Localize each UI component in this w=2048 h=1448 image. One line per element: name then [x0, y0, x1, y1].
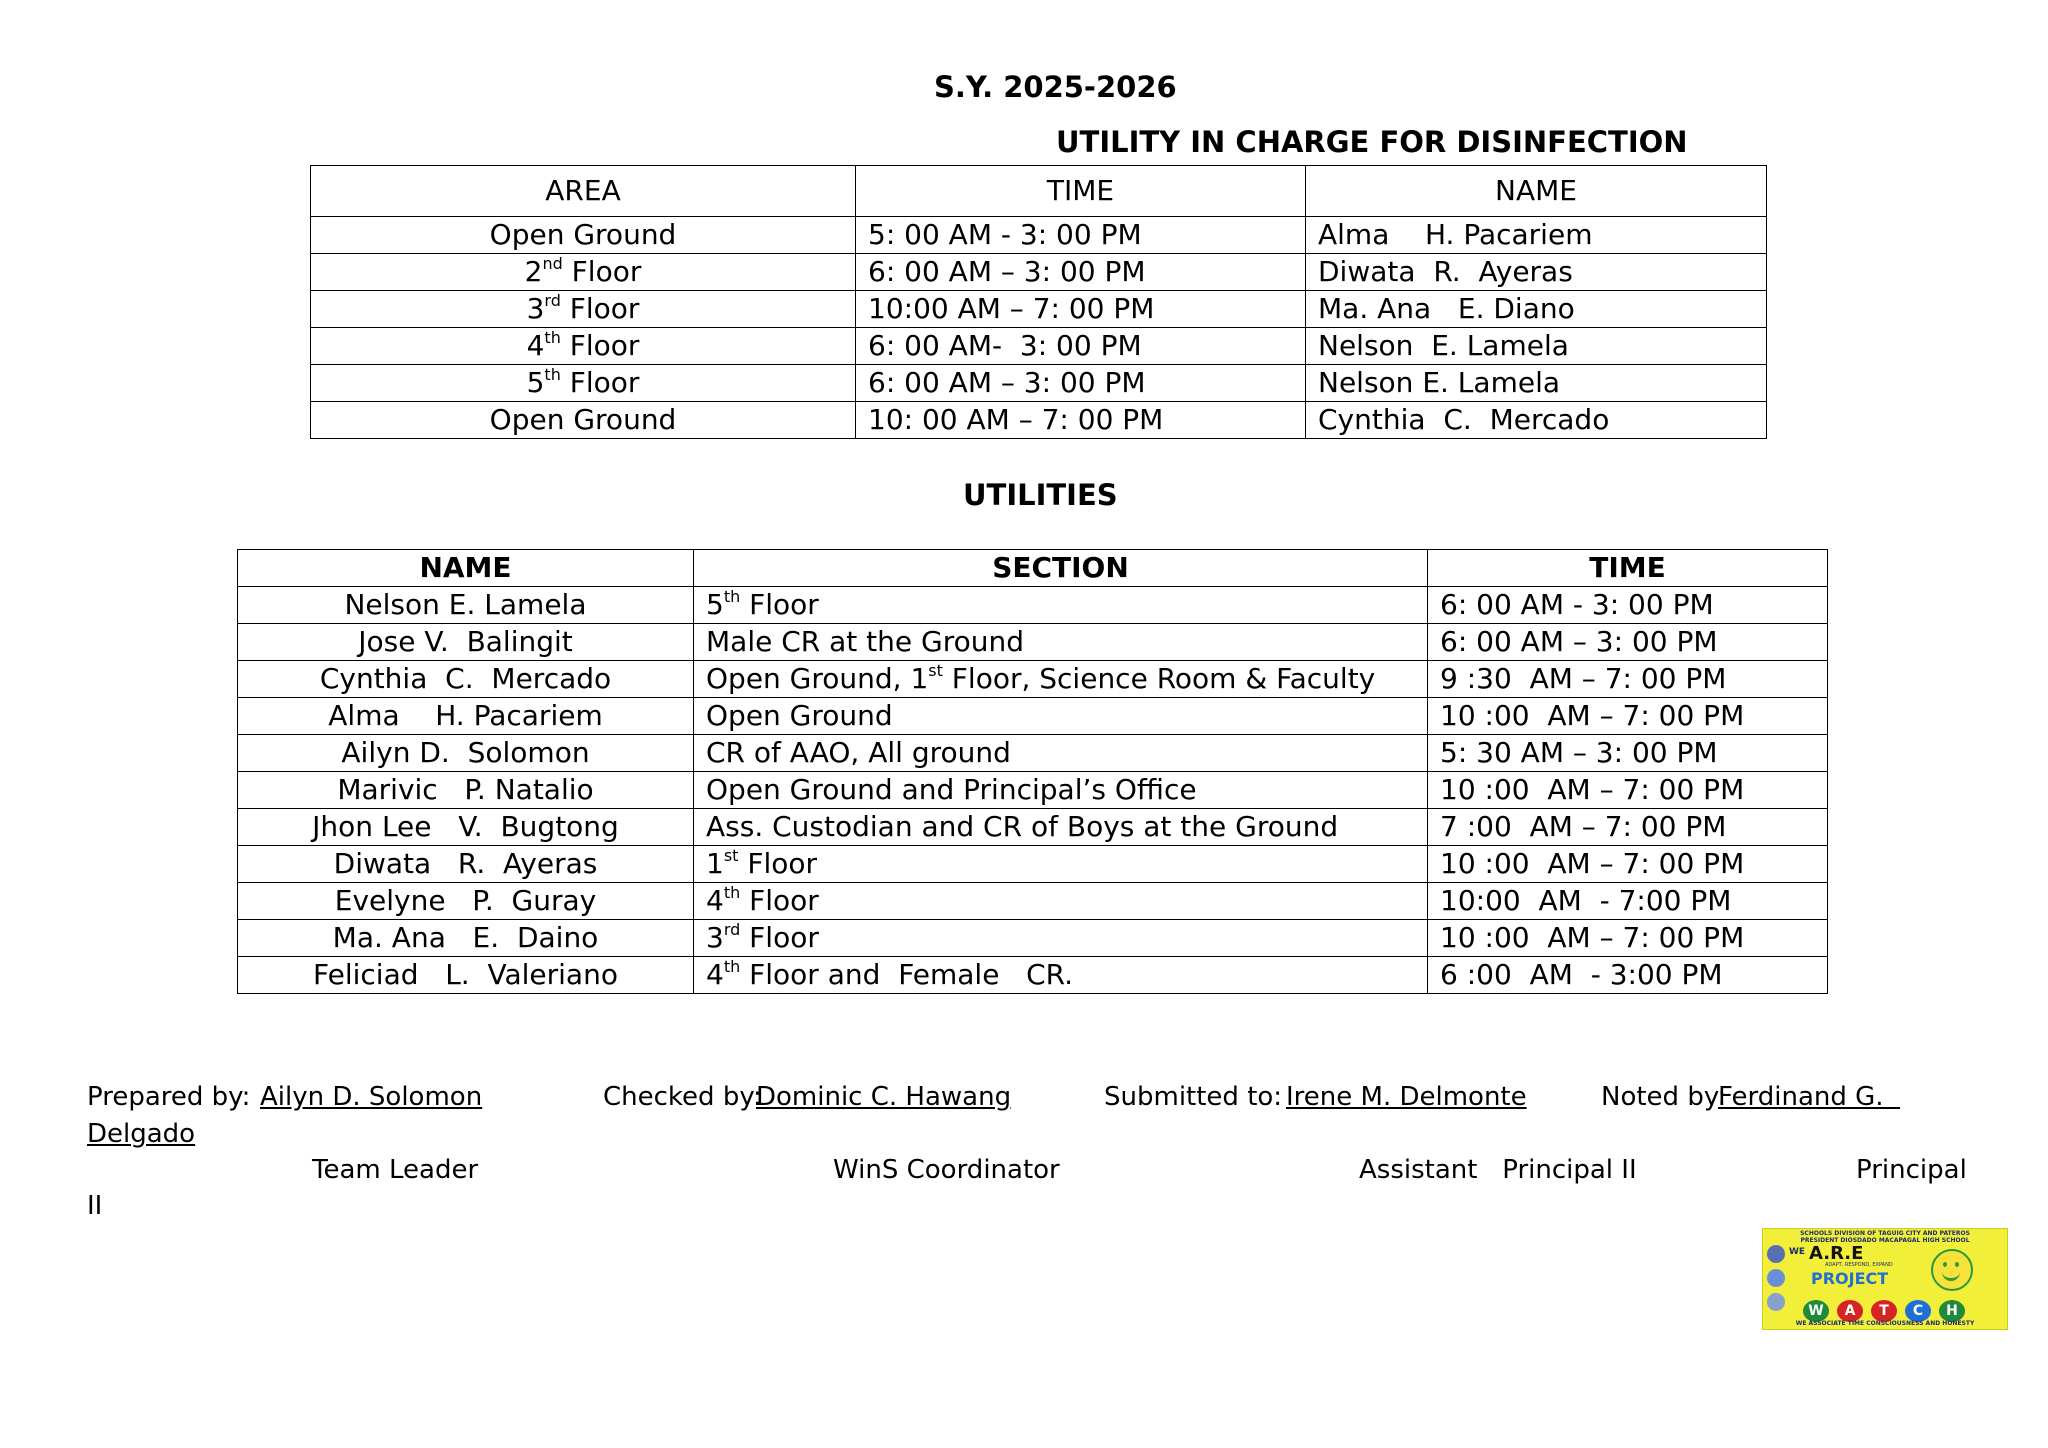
cell-text: 1 [706, 847, 724, 880]
name-cell: Jhon Lee V. Bugtong [238, 809, 694, 846]
table-row [311, 217, 1767, 254]
time-cell: 10 :00 AM – 7: 00 PM [1428, 846, 1828, 883]
cell-text-tail: Floor [740, 588, 819, 621]
cell-text: 5 [706, 588, 724, 621]
section-cell [694, 883, 1428, 920]
name-cell: Alma H. Pacariem [238, 698, 694, 735]
table-row [238, 735, 1828, 772]
ordinal-suffix: th [723, 956, 741, 976]
cell-text-tail: Floor and Female CR. [740, 958, 1074, 991]
table-header-row [238, 550, 1828, 587]
cell-text: Ass. Custodian and CR of Boys at the Ground [706, 810, 1339, 843]
section-cell [694, 957, 1428, 994]
logo-letter-badge: A [1837, 1300, 1863, 1322]
noted-by-label: Noted by: [1601, 1082, 1727, 1112]
table-row [238, 883, 1828, 920]
table-row [311, 402, 1767, 439]
time-cell: 6: 00 AM – 3: 00 PM [1428, 624, 1828, 661]
project-watch-logo [1762, 1228, 2008, 1330]
utilities-title: UTILITIES [963, 478, 1118, 512]
cell-text: Open Ground [489, 218, 677, 251]
time-cell: 6 :00 AM - 3:00 PM [1428, 957, 1828, 994]
table-header-row [311, 166, 1767, 217]
cell-text: 4 [706, 958, 724, 991]
name-cell: Jose V. Balingit [238, 624, 694, 661]
logo-letter-badge: T [1871, 1300, 1897, 1322]
time-cell: 6: 00 AM – 3: 00 PM [856, 254, 1306, 291]
checked-by-name: Dominic C. Hawang [756, 1082, 1012, 1112]
section-cell [694, 698, 1428, 735]
noted-by-name-first: Ferdinand G. [1718, 1082, 1901, 1112]
time-cell: 10 :00 AM – 7: 00 PM [1428, 920, 1828, 957]
cell-text-tail: Floor [740, 884, 819, 917]
section-cell [694, 846, 1428, 883]
logo-division-text: SCHOOLS DIVISION OF TAGUIG CITY AND PATEROS [1800, 1230, 1970, 1237]
ordinal-suffix: rd [544, 290, 561, 310]
cell-text: CR of AAO, All ground [706, 736, 1011, 769]
table-row [311, 254, 1767, 291]
time-cell: 7 :00 AM – 7: 00 PM [1428, 809, 1828, 846]
section-cell [694, 809, 1428, 846]
name-cell: Evelyne P. Guray [238, 883, 694, 920]
ordinal-suffix: rd [723, 919, 741, 939]
noted-by-name-second: Delgado [87, 1119, 196, 1149]
name-cell: Diwata R. Ayeras [1306, 254, 1767, 291]
ordinal-suffix: st [723, 845, 739, 865]
section-cell [694, 624, 1428, 661]
cell-text-tail: Floor [560, 329, 640, 362]
area-cell [311, 328, 856, 365]
logo-tagline: WE ASSOCIATE TIME CONSCIOUSNESS AND HONESTY [1795, 1320, 1975, 1327]
school-year: S.Y. 2025-2026 [934, 70, 1177, 104]
prepared-by-role: Team Leader [312, 1155, 479, 1185]
cell-text: 4 [526, 329, 545, 362]
logo-letter-badge: C [1905, 1300, 1931, 1322]
logo-we-text: WE [1789, 1247, 1806, 1257]
logo-are-text: A.R.E [1809, 1243, 1864, 1264]
checked-by-label: Checked by: [603, 1082, 762, 1112]
checked-by-role: WinS Coordinator [833, 1155, 1060, 1185]
cell-text-tail: Floor [562, 255, 642, 288]
section-cell [694, 661, 1428, 698]
name-cell: Nelson E. Lamela [1306, 365, 1767, 402]
time-cell: 6: 00 AM- 3: 00 PM [856, 328, 1306, 365]
time-cell: 10 :00 AM – 7: 00 PM [1428, 698, 1828, 735]
name-cell: Marivic P. Natalio [238, 772, 694, 809]
table-row [311, 291, 1767, 328]
name-cell: Alma H. Pacariem [1306, 217, 1767, 254]
logo-school-text: PRESIDENT DIOSDADO MACAPAGAL HIGH SCHOOL [1800, 1237, 1970, 1244]
name-cell: Nelson E. Lamela [1306, 328, 1767, 365]
column-header-name: NAME [238, 550, 694, 587]
name-cell: Ailyn D. Solomon [238, 735, 694, 772]
time-cell: 6: 00 AM – 3: 00 PM [856, 365, 1306, 402]
submitted-to-name: Irene M. Delmonte [1286, 1082, 1527, 1112]
time-cell: 10:00 AM - 7:00 PM [1428, 883, 1828, 920]
noted-by-role: Principal [1856, 1155, 1967, 1185]
table-row [238, 661, 1828, 698]
submitted-to-label: Submitted to: [1104, 1082, 1283, 1112]
column-header-time: TIME [856, 166, 1306, 217]
table-row [238, 698, 1828, 735]
cell-text-tail: Floor [738, 847, 817, 880]
area-cell [311, 291, 856, 328]
name-cell: Ma. Ana E. Diano [1306, 291, 1767, 328]
cell-text-tail: Floor [560, 366, 640, 399]
area-cell [311, 254, 856, 291]
smiley-icon [1931, 1249, 1973, 1291]
seal-icon [1767, 1293, 1785, 1311]
name-cell: Cynthia C. Mercado [238, 661, 694, 698]
utilities-table [237, 549, 1828, 994]
name-cell: Ma. Ana E. Daino [238, 920, 694, 957]
disinfection-table [310, 165, 1767, 439]
area-cell [311, 365, 856, 402]
ordinal-suffix: th [544, 364, 561, 384]
table-row [238, 957, 1828, 994]
logo-project-text: PROJECT [1811, 1269, 1889, 1288]
submitted-to-role: Assistant Principal II [1359, 1155, 1637, 1185]
cell-text: Open Ground [706, 699, 893, 732]
cell-text: 2 [524, 255, 543, 288]
time-cell: 5: 00 AM - 3: 00 PM [856, 217, 1306, 254]
cell-text: Open Ground [489, 403, 677, 436]
time-cell: 10: 00 AM – 7: 00 PM [856, 402, 1306, 439]
area-cell [311, 217, 856, 254]
section-cell [694, 735, 1428, 772]
cell-text: 4 [706, 884, 724, 917]
disinfection-title: UTILITY IN CHARGE FOR DISINFECTION [1056, 125, 1688, 159]
time-cell: 10:00 AM – 7: 00 PM [856, 291, 1306, 328]
seal-icon [1767, 1269, 1785, 1287]
time-cell: 5: 30 AM – 3: 00 PM [1428, 735, 1828, 772]
name-cell: Diwata R. Ayeras [238, 846, 694, 883]
table-row [311, 365, 1767, 402]
ordinal-suffix: th [544, 327, 561, 347]
cell-text: 3 [526, 292, 545, 325]
name-cell: Nelson E. Lamela [238, 587, 694, 624]
table-row [238, 587, 1828, 624]
time-cell: 9 :30 AM – 7: 00 PM [1428, 661, 1828, 698]
table-row [238, 920, 1828, 957]
column-header-name: NAME [1306, 166, 1767, 217]
column-header-time: TIME [1428, 550, 1828, 587]
time-cell: 6: 00 AM - 3: 00 PM [1428, 587, 1828, 624]
section-cell [694, 587, 1428, 624]
ordinal-suffix: th [723, 586, 741, 606]
column-header-section: SECTION [694, 550, 1428, 587]
ordinal-suffix: th [723, 882, 741, 902]
table-row [238, 624, 1828, 661]
section-cell [694, 772, 1428, 809]
seal-icon [1767, 1245, 1785, 1263]
column-header-area: AREA [311, 166, 856, 217]
area-cell [311, 402, 856, 439]
cell-text: Open Ground and Principal’s Office [706, 773, 1197, 806]
cell-text: Open Ground, 1 [706, 662, 929, 695]
time-cell: 10 :00 AM – 7: 00 PM [1428, 772, 1828, 809]
name-cell: Feliciad L. Valeriano [238, 957, 694, 994]
cell-text-tail: Floor [740, 921, 819, 954]
prepared-by-name: Ailyn D. Solomon [260, 1082, 483, 1112]
table-row [238, 846, 1828, 883]
name-cell: Cynthia C. Mercado [1306, 402, 1767, 439]
cell-text: Male CR at the Ground [706, 625, 1025, 658]
cell-text-tail: Floor [560, 292, 640, 325]
ordinal-suffix: nd [542, 253, 563, 273]
table-row [238, 772, 1828, 809]
table-row [238, 809, 1828, 846]
noted-by-role-suffix: II [87, 1191, 103, 1221]
prepared-by-label: Prepared by: [87, 1082, 251, 1112]
cell-text: 3 [706, 921, 724, 954]
logo-are-sub: ADAPT, RESPOND, EXPAND [1825, 1262, 1893, 1268]
cell-text: 5 [526, 366, 545, 399]
logo-watch-letters [1803, 1289, 1973, 1319]
table-row [311, 328, 1767, 365]
logo-letter-badge: H [1939, 1300, 1965, 1322]
section-cell [694, 920, 1428, 957]
cell-text-tail: Floor, Science Room & Faculty [942, 662, 1376, 695]
ordinal-suffix: st [928, 660, 943, 680]
logo-letter-badge: W [1803, 1300, 1829, 1322]
